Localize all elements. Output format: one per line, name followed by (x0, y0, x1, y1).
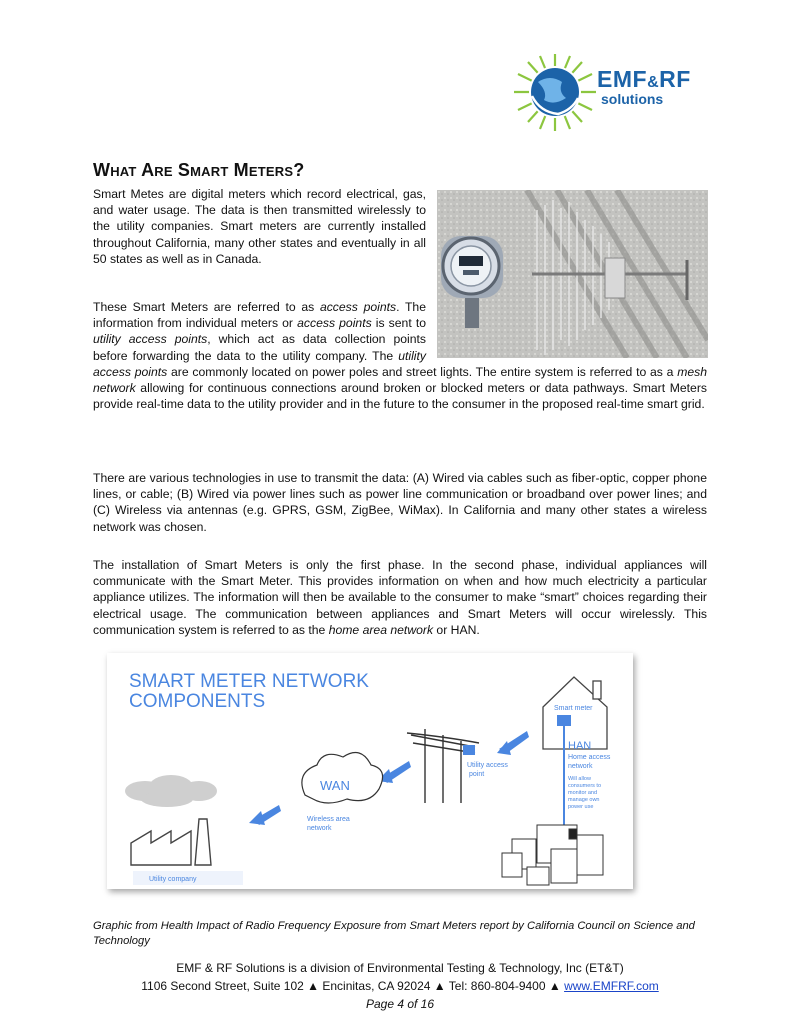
p2-text-g: , which act as data collection points before forwarding the data to the utility company. The (93, 332, 426, 363)
arrow-han-to-pole-icon (497, 731, 529, 755)
company-logo (510, 52, 710, 132)
han-note-line2: consumers to (568, 783, 602, 789)
paragraph-intro: Smart Metes are digital meters which record electrical, gas, and water usage. The data is then transmitted wirelessly to the utility companies. Smart meters are currently installed throughout California, many other states and eventually in all 50 states as well as in Canada. (93, 187, 426, 266)
han-note-line5: power use (568, 804, 594, 810)
house-icon (543, 677, 607, 749)
globe-logo-icon (510, 52, 600, 132)
paragraph-access-points-block (93, 299, 707, 412)
utility-access-label-line2: point (469, 771, 485, 778)
p2-em-utility-access-points-2: utility access points (93, 348, 426, 379)
p2-em-mesh-network: mesh network (93, 364, 708, 396)
p2-em-access-points-2: access points (297, 316, 372, 331)
wan-label: WAN (320, 778, 350, 793)
paragraph-installation (93, 557, 707, 638)
diagram-title-line2: COMPONENTS (129, 691, 266, 712)
p2-em-utility-access-points: utility access points (93, 332, 208, 347)
page-number: Page 4 of 16 (365, 997, 435, 1011)
han-desc-line2: network (568, 763, 593, 770)
footer-address-line (0, 978, 800, 994)
p2-text-c: . The information from individual meters or (93, 300, 426, 331)
han-note-line1: Will allow (568, 776, 591, 782)
smoke-cloud-icon (125, 775, 217, 807)
wan-desc-line1: Wireless area (307, 816, 350, 823)
factory-icon (131, 819, 211, 865)
logo-ampersand: & (647, 74, 660, 91)
smart-meter-network-diagram (107, 653, 633, 889)
utility-access-point-icon (463, 745, 475, 755)
wan-desc-line2: network (307, 825, 332, 832)
p2-text-i: are commonly located on power poles and street lights. The entire system is referred to as a (167, 364, 678, 379)
website-link[interactable]: www.EMFRF.com (564, 979, 659, 993)
logo-brand-emf: EMF (597, 66, 648, 92)
appliances-icon (502, 825, 603, 885)
p4-em-han: home area network (328, 622, 434, 637)
p4-text-c: or HAN. (433, 622, 480, 637)
han-note-line4: manage own (568, 797, 600, 803)
han-desc-line1: Home access (568, 754, 611, 761)
footer-company-line: EMF & RF Solutions is a division of Environmental Testing & Technology, Inc (ET&T) (176, 961, 624, 975)
photo-wrap-spacer (426, 299, 707, 358)
diagram-title-line1: SMART METER NETWORK (129, 671, 369, 692)
utility-company-label: Utility company (149, 876, 197, 883)
footer-address-text: 1106 Second Street, Suite 102 ▲ Encinitas, CA 92024 ▲ Tel: 860-804-9400 ▲ (141, 979, 565, 993)
p2-text-a: These Smart Meters are referred to as (93, 300, 320, 314)
han-note-line3: monitor and (568, 790, 598, 796)
arrow-wan-to-utility-icon (249, 805, 281, 825)
smart-meter-label: Smart meter (554, 705, 593, 712)
utility-access-label-line1: Utility access (467, 762, 508, 769)
logo-subtitle: solutions (601, 91, 664, 107)
p4-text-a: The installation of Smart Meters is only the first phase. In the second phase, individual appliances will communicate with the Smart Meter. This provides information on when and how much electricity a particular appliance utilizes. The information will then be available to the consumer to make “smart” choices regarding their electrical usage. The communication between appliances and Smart Meters will occur wirelessly. This communication system is referred to as the (93, 558, 707, 637)
section-title: What Are Smart Meters? (93, 160, 305, 180)
smart-meter-icon (557, 715, 571, 726)
paragraph-technologies: There are various technologies in use to transmit the data: (A) Wired via cables such as fiber-optic, copper phone lines, or cable; (B) Wired via power lines such as power line communication or broadband over power lines; and (C) Wireless via antennas (e.g. GPRS, GSM, ZigBee, WiMax). In California and many other states a wireless network was chosen. (93, 471, 707, 534)
han-label: HAN (568, 740, 592, 752)
p2-text-e: is sent to (371, 316, 426, 331)
diagram-caption: Graphic from Health Impact of Radio Frequency Exposure from Smart Meters report by California Council on Science and Technology (93, 920, 695, 947)
p2-em-access-points: access points (319, 300, 397, 314)
logo-brand-rf: RF (659, 66, 691, 92)
p2-text-k: allowing for continuous connections around broken or blocked meters or data pathways. Smart Meters provide real-time data to the utility provider and in the future to the consumer in the proposed real-time smart grid. (93, 381, 707, 412)
